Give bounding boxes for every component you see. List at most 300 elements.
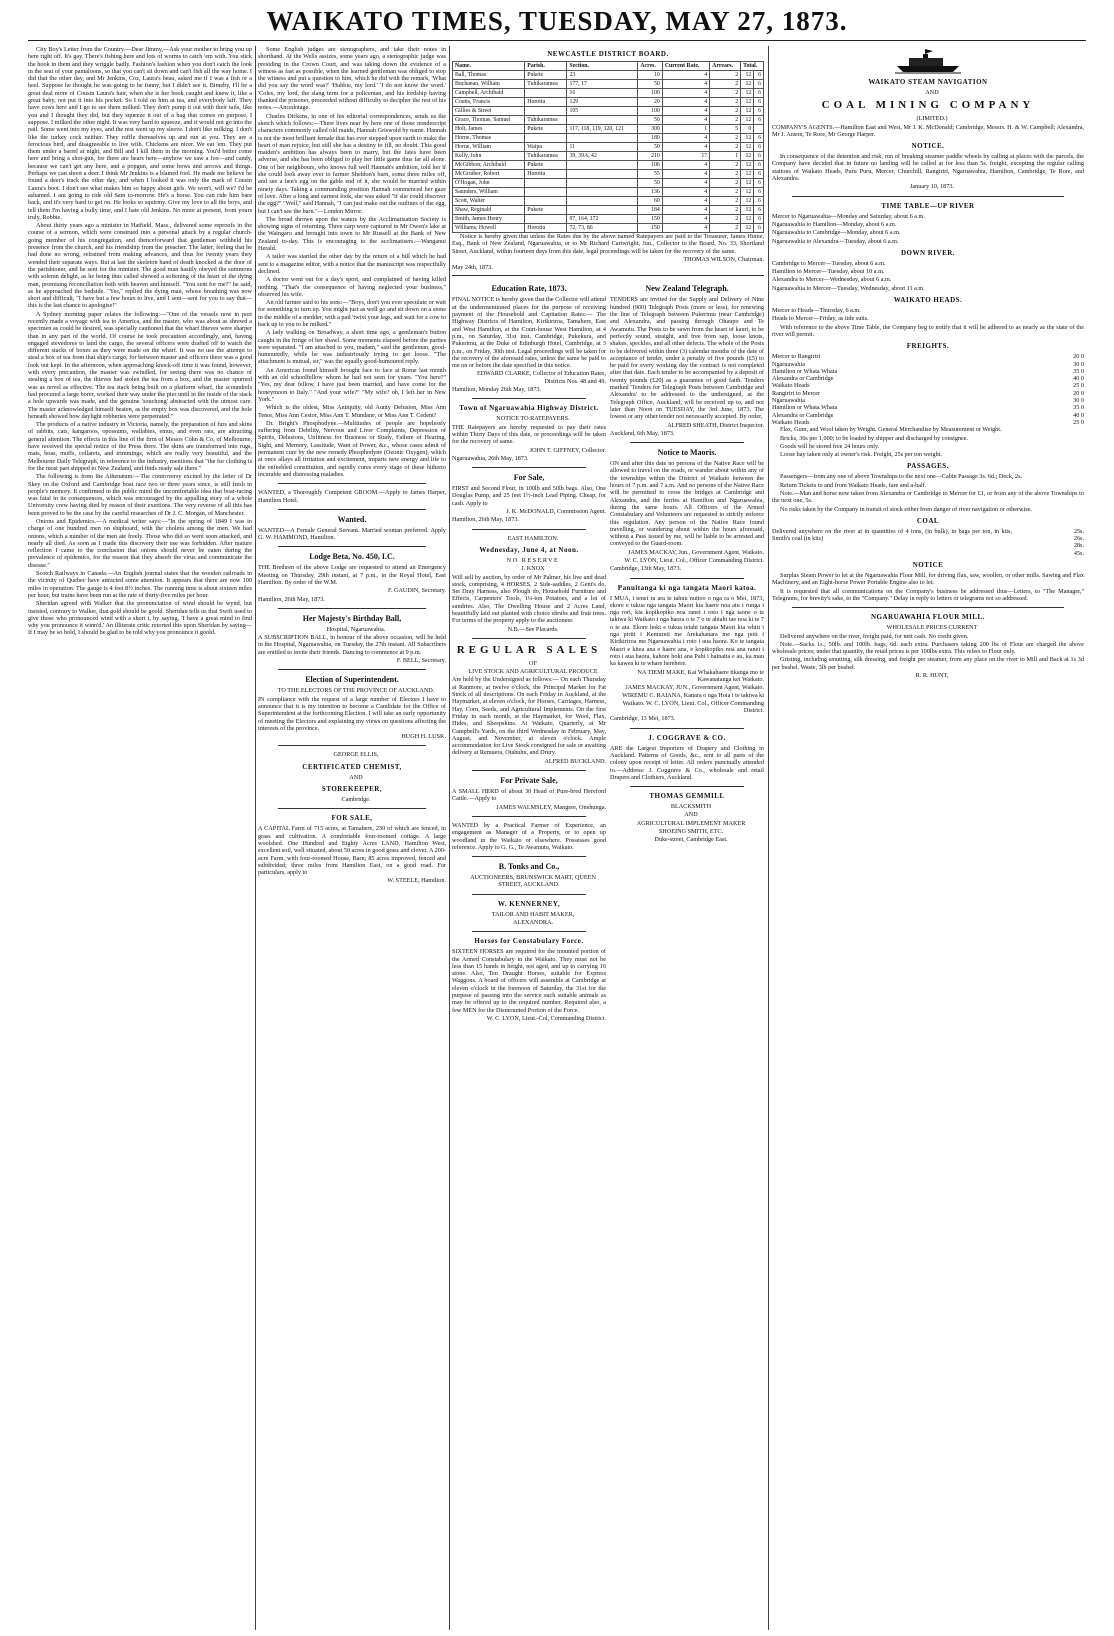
column-1 (28, 46, 252, 1630)
ad-signature: JAMES WALMSLEY, Mangere, Onehunga. (496, 803, 606, 811)
table-cell: 2 (710, 71, 741, 80)
table-cell: 117, 118, 119, 120, 121 (567, 125, 638, 134)
table-cell: 4 (662, 206, 709, 215)
divider (278, 546, 426, 547)
ad-body: IN compliance with the request of a large number of Electors I have to announce that it is my intention to become a Candidate for the Office of Superintendent at the forthcoming Election. I will take an early opportunity of meeting the Electors and explaining my views on questions affecting the interests of the province. (258, 695, 446, 732)
ad-signature: J. K. McDONALD, Commission Agent. (506, 508, 606, 516)
ad-date: Hamilton, 26th May, 1873. (452, 516, 519, 524)
article-paragraph: A Sydney morning paper relates the following:—"One of the vessels now in port recently made a voyage with tea to America, and the master, who was about as shrewd a specimen as could be desired, was specially cautioned that the wharf thieves were sharper than in any part of the world. Of course he took precaution accordingly, and, having engaged stevedores to land the cargo, the several officers were drafted off to watch the different stacks of boxes as they were made on the wharf. It was no use the attempt to steal a box of tea from that ship's cargo, for between master and officers there was a good look out kept. In the afternoon, when approaching knock-off time it was found, however, with every precaution, the master was swindled, for seeing there was no chance of stealing a box of tea, the thieves had stolen the tea from a box, and the master spurned was as novel as effective. The tea stack being built on a platform wharf, the scoundrels had procured a large borer, worked their way under the pier until in the inside of the stack a hole upwards was made, and the genuine 'souchong' abstracted with the utmost care. The master acknowledged himself beaten, as the empty box was discovered, and the hole beneath showed how daylight robberies were perpetrated." (28, 310, 252, 420)
ad-signature: F. BELL, Secretary. (396, 657, 446, 665)
ad-body: Loose hay taken only at owner's risk. Freight, 25s per ton weight. (780, 451, 942, 459)
table-cell: 4 (662, 224, 709, 233)
column-2 (258, 46, 446, 1630)
table-cell: 12 (741, 161, 754, 170)
table-cell: 11 (567, 143, 638, 152)
timetable-entry: Ngaruawahia to Hamilton—Monday, about 6 a.m. (772, 220, 897, 228)
freight-row (772, 361, 1084, 368)
ad-subheading: WHOLESALE PRICES CURRENT (886, 624, 978, 632)
ad-heading: FOR SALE, (331, 814, 373, 823)
ad-heading: New Zealand Telegraph. (645, 284, 729, 294)
table-row (453, 152, 764, 161)
ad-heading: J. COGGRAVE & CO. (648, 733, 726, 742)
ad-and: OF (529, 659, 537, 667)
table-cell: Grace, Thomas, Samuel (453, 116, 525, 125)
ad-signature: W. C. LYON, Lieut. Col., Officer Commanding District. (624, 556, 764, 564)
table-cell: 6 (754, 80, 764, 89)
table-cell: 210 (638, 152, 662, 161)
ad-subheading: LIVE STOCK AND AGRICULTURAL PRODUCE (468, 668, 598, 676)
freight-rate: 30 0 (1073, 360, 1084, 368)
divider (472, 529, 586, 530)
table-cell (525, 215, 567, 224)
table-cell: 150 (638, 215, 662, 224)
freight-route: Hamilton or Whata Whata (772, 404, 838, 412)
column-header: Arrears. (710, 62, 741, 71)
column-header: Name. (453, 62, 525, 71)
table-cell: 12 (741, 215, 754, 224)
table-row (453, 224, 764, 233)
table-cell: Campbell, Archibald (453, 89, 525, 98)
freight-rate: 40 0 (1073, 375, 1084, 383)
masthead-rule (28, 40, 1086, 41)
ad-heading: B. Tonks and Co., (498, 862, 560, 872)
table-cell: 4 (662, 107, 709, 116)
table-cell: 12 (741, 188, 754, 197)
article-paragraph: An American found himself brought face to face at Rome last month with an old schoolfellow whom he had not seen for years. "You here?" "Yes, my dear fellow, I have just been married, and have come for the honeymoon to Italy." "And your wife?" "My wife? oh, I left her in New York." (258, 366, 446, 403)
rates-table (452, 61, 764, 233)
table-row (453, 125, 764, 134)
divider (630, 578, 744, 579)
column-divider (449, 46, 450, 1630)
table-cell: 2 (710, 206, 741, 215)
table-cell: 97, 164, 172 (567, 215, 638, 224)
article-paragraph: About thirty years ago a minister in Hatfield, Mass., delivered some reproofs in the course of a sermon, which were construed into a personal attack by a regular church-going member of his congregation, and thenceforward that gentleman withheld his presence from the church, and his friendship from the preacher. The latter, feeling that he had done no wrong, refrained from making advances, and thus for twenty years they wended their separate ways. But at last the skeleton hand of death knocked at the door of the parishioner, and he sent for the minister. The good man hastily obeyed the summons with solemn delight, as he being thus called showed a softening of the heart of the dying man, promising reconciliation both with heaven and himself. "You sent for me?" he said, as he approached the bedside. "Yes," replied the dying man, whose breathing was now short and difficult, "I have but a few hours to live, and I sent—sent for you to say that—this is the last chance to apologise!" (28, 222, 252, 310)
table-cell: 100 (638, 107, 662, 116)
ad-body: Notice is hereby given that unless the Rates due by the above named Ratepayers are paid to the Treasurer, James Hume, Esq., Bank of New Zealand, Ngaruawahia, or to Mr Richard Cartwright, Jun., Collector to the Board, No. 33, Shortland Street, Auckland, within fourteen days from this date, legal proceedings will be taken for the recovery of the same. (452, 233, 764, 255)
ad-and: AND (349, 773, 363, 781)
timetable-entry: Ngaruawahia to Mercer—Tuesday, Wednesday, about 11 a.m. (772, 284, 925, 292)
table-cell: 12 (741, 179, 754, 188)
table-cell: Kelly, John (453, 152, 525, 161)
table-cell: 4 (662, 89, 709, 98)
article-paragraph: Sheridan agreed with Walker that the pronunciation of wind should be wynd, but insisted, contrary to Walker, that gold should be goold. Sheridan tells us that Swift used to give those who pronounced wind with a short i, by saying, 'I have a great mind to find why you pronounce it winn'd.' An illiterate critic retorted this upon Sheridan by saying—If I may be so bold, I should be glad to be told why you pronounce it goold. (28, 600, 252, 637)
table-cell: 12 (741, 116, 754, 125)
table-cell: Tuhikaramea (525, 116, 567, 125)
table-cell: 2 (710, 134, 741, 143)
ad-subheading: TAILOR AND HABIT MAKER, (491, 910, 575, 918)
freight-route: Waikato Heads (772, 382, 810, 390)
table-cell: 2 (710, 89, 741, 98)
freight-route: Alexandra or Cambridge (772, 411, 834, 419)
freight-route: Alexandra or Cambridge (772, 375, 834, 383)
table-cell: Pukete (525, 71, 567, 80)
table-cell: 12 (741, 197, 754, 206)
article-paragraph: A doctor went out for a day's sport, and complained of having killed nothing. "That's the consequence of having neglected your business," observed his wife. (258, 276, 446, 298)
ad-place: Duke-street, Cambridge East. (654, 836, 728, 844)
table-cell: 6 (754, 197, 764, 206)
article-paragraph: The following is from the Athenæum:—The controversy excited by the letter of Dr Skey on the Oxford and Cambridge boat race two or three years since, is still fresh in people's memory. It confirmed in the public mind the uncomfortable idea that boat-racing was fatal in its consequences, which was encouraged by the appalling story of a whole University crew having died by reason of their exertions. The very reverse of all this has been proved to be the case by the careful researches of Dr J. C. Morgan, of Manchester. (28, 473, 252, 517)
two-column-ads (452, 280, 764, 1023)
table-cell: 300 (638, 125, 662, 134)
table-cell: 2 (710, 107, 741, 116)
table-header-row (453, 62, 764, 71)
table-cell: Ball, Thomas (453, 71, 525, 80)
freights-list (772, 353, 1084, 426)
divider (278, 745, 426, 746)
timetable-entry: Ngaruawahia to Cambridge—Monday, about 6 a.m. (772, 229, 901, 237)
ad-heading: Notice to Maoris. (657, 448, 717, 458)
freight-rate: 20 0 (1073, 353, 1084, 361)
ad-heading: Panuitanga ki nga tangata Maori katoa. (617, 583, 757, 592)
ad-heading: Education Rate, 1873. (491, 284, 567, 294)
column-header: Section. (567, 62, 638, 71)
price-list (1044, 528, 1084, 557)
ad-body: Passengers—from any one of above Townships to the next one—Cabin Passage 3s. 6d.; Deck, 2s. (780, 473, 1023, 481)
timetable-entry: Hamilton to Mercer—Tuesday, about 10 a.m. (772, 268, 885, 276)
table-row (453, 107, 764, 116)
ad-heading: TIME TABLE—UP RIVER (881, 201, 975, 210)
ad-body: THE Ratepayers are hereby requested to pay their rates within Thirty Days of this date, or proceedings will be taken for the recovery of same. (452, 423, 606, 446)
ad-subheading: TO THE ELECTORS OF THE PROVINCE OF AUCKLAND. (277, 687, 435, 695)
ad-heading: PASSAGES. (907, 462, 949, 471)
ad-signature: R. R. HUNT, (915, 672, 949, 680)
ad-wanted-servant: WANTED—A Female General Servant. Married woman preferred. Apply G. W. HAMMOND, Hamilton. (258, 526, 446, 542)
table-cell: 106 (638, 161, 662, 170)
table-cell: 4 (662, 161, 709, 170)
table-cell: Tuhikaramea (525, 80, 567, 89)
article-paragraph: Dr. Bright's Phosphodyne.—Multitudes of people are hopelessly suffering from Debility, Nervous and Liver Complaints, Depression of Spirits, Delusions, Unfitness for Business or Study, Failure of Hearing, Sight, and Memory, Lassitude, Want of Power, &c., whose cases admit of permanent cure by the new remedy Phosphodyne (Ozonic Oxygen), which at once allays all irritation and excitement, imparts new energy and life to the enfeebled constitution, and rapidly cures every stage of these hitherto incurable and distressing maladies. (258, 419, 446, 478)
ad-date: Auckland, 6th May, 1873. (610, 429, 675, 437)
table-cell: 6 (754, 179, 764, 188)
table-cell: Shaw, Reginald (453, 206, 525, 215)
ad-heading: FREIGHTS. (906, 342, 950, 351)
table-cell: 105 (567, 107, 638, 116)
ad-body: A CAPITAL Farm of 715 acres, at Tamahere, 230 of which are fenced, in grass and cultivation. A comfortable four-roomed cottage. A large woolshed. One Hundred and Eighty Acres LAND, Hamilton West, excellent soil, well situated, about 50 acres in good grass and clover. A 200-acre Farm, with four-roomed House, Barn; 85 acres improved, fenced and subdivided; three miles from Hamilton East, on a good road. For particulars, apply to (258, 825, 446, 877)
table-cell: 50 (638, 143, 662, 152)
column-3 (452, 46, 764, 1630)
ad-heading: NOTICE. (911, 142, 945, 151)
company-name: WAIKATO STEAM NAVIGATION (868, 78, 988, 86)
table-cell: 2 (710, 197, 741, 206)
ad-body: Note.—Sacks 1s.; 50lb. and 100lb. bags, 6d. each extra. Purchasers taking 200 lbs of Flour are charged the above wholesale prices; under that quantity, the retail prices is per 100lbs extra. This refers to Flour only. (772, 640, 1084, 656)
table-cell: Buchanan, William (453, 80, 525, 89)
ad-body: Delivered anywhere on the river, freight paid, for nett cash. No credit given. (780, 632, 969, 640)
freight-row (772, 368, 1084, 375)
steamship-icon (893, 48, 963, 74)
table-cell: Tuhikaramea (525, 152, 567, 161)
table-cell: 4 (662, 98, 709, 107)
table-cell: 39, 39A, 42 (567, 152, 638, 161)
ad-heading: WAIKATO HEADS. (893, 296, 963, 305)
table-cell: 2 (710, 143, 741, 152)
ad-heading: NGARUAWAHIA FLOUR MILL. (871, 613, 985, 622)
ad-signature: F. GAUDIN, Secretary. (387, 587, 446, 595)
rates-table-body (453, 71, 764, 233)
table-cell: 12 (741, 143, 754, 152)
divider (792, 607, 1064, 608)
table-cell: 4 (662, 170, 709, 179)
timetable-entry: Mercer to Ngaruawahia—Monday and Saturday, about 6 a.m. (772, 212, 925, 220)
ad-date: Hamilton, 26th May, 1873. (258, 595, 325, 603)
table-cell: Horne, Thomas (453, 134, 525, 143)
table-cell: 12 (741, 71, 754, 80)
article-paragraph: The products of a native industry in Victoria, namely, the preparation of furs and skins of rabbits, cats, kangaroos, opossums, wallabies, emus, and even rats, are attracting general attention. The effects in this line of the firm of Messrs Cohn & Co, of Melbourne, have received the special notice of the Press there. The skins are transformed into rugs, mats, boas, muffs, collarets, and trimmings, which are really very beautiful, and the Melbourne Daily Telegraph, in reference to the industry, mentions that "the fur clothing is for the most part shipped to New Zealand, and finds ready sale there." (28, 421, 252, 472)
divider (472, 770, 586, 771)
table-cell: 100 (638, 89, 662, 98)
table-cell: 60 (638, 197, 662, 206)
table-cell: 12 (741, 80, 754, 89)
column-divider (768, 46, 769, 1630)
ad-signature: WIREMU C. RAIANA, Kanara o nga Hoia i te takiwa ki Waikato. W. C. LYON, Lieut. Col., Officer Commanding District. (622, 692, 764, 715)
ad-body: Are held by the Undersigned as follows:— On each Thursday at Ranmore, at twelve o'clock, the Principal Market for Fat Stock of all descriptions. On each Friday in Auckland, at the Haymarket, at eleven o'clock, for Horses, Carriages, Harness, Hay, Corn, Seeds, and Agricultural Implements. On the first Friday in each month, at the Haymarket, for Wool, Flax, Hides, and Sheepskins. At Waikato, Quarterly, at Mr Campbell's Yards, on the third Wednesday in February, May, August, and November, at eleven o'clock. Ample accommodation for Live Stock consigned for sale or awaiting delivery at Remuera, Otahuhu, and Drury. (452, 676, 606, 757)
ad-name: J. KNOX (521, 565, 545, 573)
divider (278, 608, 426, 609)
freight-row (772, 390, 1084, 397)
table-cell: 6 (754, 188, 764, 197)
table-cell: 12 (741, 170, 754, 179)
table-row (453, 116, 764, 125)
article-paragraph: The broad thrown upon the waters by the Acclimatisation Society is showing signs of returning. Three carp were captured in Mr Owen's lake at the Waingaro and brought into town to Mr Russell at the Bank of New Zealand to-day. This is encouraging to the acclimatisers.—Wanganui Herald. (258, 215, 446, 253)
ad-body: Surplus Steam Power to let at the Ngaruawahia Flour Mill, for driving flax, saw, woollen, or other mills. Sawing and Flax Machinery, and an Eight-horse Power Portable Engine also to let. (772, 572, 1084, 587)
table-cell: 4 (662, 134, 709, 143)
table-cell (525, 197, 567, 206)
ads-right (610, 280, 764, 1023)
ad-wanted-groom: WANTED, a Thoroughly Competent GROOM.—Apply to James Harper, Hamilton Hotel. (258, 489, 446, 504)
table-cell: 6 (754, 206, 764, 215)
table-cell: 1 (710, 152, 741, 161)
price: 25s. (1073, 527, 1084, 535)
ad-heading: Wanted. (337, 514, 367, 524)
ad-heading: Her Majesty's Birthday Ball, (302, 613, 402, 623)
table-cell: McGruther, Robert (453, 170, 525, 179)
table-cell: 12 (741, 98, 754, 107)
timetable-entry: Heads to Mercer—Friday, as tide suits. (772, 315, 869, 323)
table-cell: 12 (741, 107, 754, 116)
divider (472, 467, 586, 468)
freight-route: Ngaruawahia (772, 397, 805, 405)
table-cell: 23 (567, 71, 638, 80)
ad-body: Goods will be stored free 24 hours only. (780, 442, 880, 450)
divider (278, 669, 426, 670)
table-cell: 12 (741, 152, 754, 161)
table-cell: 17 (662, 152, 709, 161)
table-row (453, 206, 764, 215)
freight-row (772, 404, 1084, 411)
divider (472, 816, 586, 817)
divider (630, 442, 744, 443)
timetable-entry: Mercer to Heads—Thursday, 6 a.m. (772, 307, 861, 315)
freight-row (772, 382, 1084, 389)
ad-heading: CERTIFICATED CHEMIST, (302, 762, 402, 771)
table-cell: 55 (638, 170, 662, 179)
table-cell: 16 (567, 89, 638, 98)
ad-signature: W. STEELE, Hamilton. (387, 877, 446, 885)
table-cell (567, 188, 638, 197)
table-row (453, 215, 764, 224)
table-row (453, 161, 764, 170)
ad-body: Note.—Man and horse now taken from Alexandra or Cambridge to Mercer for £1, or from any of the above Townships to the next one, 5s. (772, 489, 1084, 505)
ad-signature: JOHN T. GIFFNEY, Collector. (529, 446, 606, 454)
freight-route: Hamilton or Whata Whata (772, 367, 838, 375)
article-paragraph: Charles Dickens, in one of his editorial correspondences, sends us the sketch which follows:—There lives near by here one of those nondescript characters commonly called old maids, Hannah Griswold by name. Hannah is not the most brilliant female that has ever stepped upon earth to make the heart of man rejoice, but still she has a destiny to fill, no doubt. This good maiden's ambition has always been to marry, but the fates have been adverse, and she has been obliged to play her little game thus far all alone. One of her neighbours, who knows full well Hannah's ambition, told her if she could look away over to farmer Sheldon's barn, some three miles off, and see a hen's egg on the gable end of it, she would be married within ninety days. Taking a commanding position Hannah commenced her gaze of love. After a long and earnest look, she was asked "if she could discover the egg?" "Well," said Hannah, "I can just make out the outlines of the egg, but I can't see the barn."—London Mirror. (258, 112, 446, 215)
ad-body: THE Brethren of the above Lodge are requested to attend an Emergency Meeting on Thursday, 29th instant, at 7 p.m., in the Royal Hotel, East Hamilton. By order of the W.M. (258, 564, 446, 586)
table-row (453, 89, 764, 98)
column-divider (255, 46, 256, 1630)
ad-date: Hamilton, Monday 26th May, 1873. (452, 386, 542, 394)
divider (472, 931, 586, 932)
table-cell: 6 (754, 134, 764, 143)
ad-and: AND (684, 811, 698, 819)
ad-signature: HUGH H. LUSK. (401, 733, 446, 741)
freight-route: Ngaruawahia (772, 360, 805, 368)
table-cell: 12 (741, 134, 754, 143)
table-row (453, 98, 764, 107)
table-cell: 50 (638, 80, 662, 89)
table-cell: 6 (754, 107, 764, 116)
freight-row (772, 419, 1084, 426)
ad-signature: N.B.—See Placards. (507, 625, 559, 633)
ad-body: Return Tickets to and from Waikato Heads, fare and a-half. (780, 481, 927, 489)
table-cell (525, 89, 567, 98)
article-paragraph: A lady walking on Broadway, a short time ago, a gentleman's button caught in the fringe of her shawl. Some moments elapsed before the parties were separated. "I am attached to you, madam," said the gentleman, good-humouredly, while he was industriously trying to get loose. "The attachment is mutual, sir," was the equally good-humoured reply. (258, 329, 446, 366)
timetable-entry: Alexandra to Mercer—Wednesday, about 6 a.m. (772, 276, 892, 284)
ad-heading: Horses for Constabulary Force. (474, 937, 584, 946)
table-cell (567, 170, 638, 179)
ad-heading: COAL (916, 516, 940, 525)
table-cell: 1 (662, 125, 709, 134)
table-cell: Gillies & Street (453, 107, 525, 116)
price: 45s. (1073, 549, 1084, 557)
ad-body: No risks taken by the Company in transit of stock either from danger of river navigation or otherwise. (780, 505, 1032, 513)
ad-heading: THOMAS GEMMILL (649, 792, 725, 801)
table-cell: Horotiu (525, 224, 567, 233)
ad-signature: NA TIEMI MAKE, Kai Whakahaere tikanga mo te Kawanatanga kei Waikato. (637, 668, 764, 683)
table-cell: 4 (662, 116, 709, 125)
table-cell: 2 (710, 179, 741, 188)
ad-date: Cambridge, 13th May, 1873. (610, 565, 682, 573)
timetable-entry: Cambridge to Mercer—Tuesday, about 6 a.m. (772, 259, 886, 267)
table-cell: 6 (754, 215, 764, 224)
freight-rate: 30 0 (1073, 397, 1084, 405)
table-cell: 2 (710, 161, 741, 170)
ad-body: TENDERS are invited for the Supply and Delivery of Nine hundred (900) Telegraph Posts (more or less), for renewing the line of Telegraph between Pukerimu (near Cambridge) and Alexandra, and passing through Ohaupo and Te Awamutu. The Posts to be sawn from the heart of kauri, to be perfectly sound, straight, and free from sap, loose knots, shakes, speckles, and all other defects. The whole of the Posts to be delivered within three (3) calendar months of the date of acceptance of tender, under a penalty of five pounds (£5) to be paid for every working day the contract is not completed after that date. Each tender to be accompanied by a deposit of twenty pounds (£20) as a guarantee of good faith. Tenders marked 'Tenders for Telegraph Posts between Cambridge and Alexandra' to be addressed to the undersigned, at the Telegraph Office, Auckland, will be received up to, and not later than Noon on TUESDAY, the 3rd June, 1873. The lowest or any other tender not necessarily accepted. By order, (610, 296, 764, 421)
table-cell: 5 (710, 125, 741, 134)
table-cell: Waipa (525, 143, 567, 152)
ad-subheading: NOTICE TO RATEPAYERS. (496, 415, 570, 423)
ad-heading: REGULAR SALES (456, 643, 602, 656)
ad-place: ALEXANDRA. (512, 919, 554, 926)
table-cell (754, 125, 764, 134)
ad-date: Cambridge, 13 Mei, 1873. (610, 715, 676, 723)
ad-heading: NOTICE (912, 561, 944, 570)
divider (472, 638, 586, 639)
table-cell: 0 (741, 125, 754, 134)
ad-subheading: Hospital, Ngaruawahia. (326, 625, 386, 633)
freight-rate: 35 0 (1073, 404, 1084, 412)
ad-signature: ALFRED SHEATH, District Inspector. (667, 421, 764, 429)
table-cell: Saunders, William (453, 188, 525, 197)
ad-heading: Wednesday, June 4, at Noon. (479, 545, 579, 554)
table-cell: 2 (710, 215, 741, 224)
company-limited: (LIMITED.) (916, 115, 948, 123)
freight-route: Rangiriri to Mercer (772, 389, 821, 397)
table-cell: 12 (741, 224, 754, 233)
ads-left (452, 280, 606, 1023)
ad-body: ON and after this date no persons of the Native Race will be allowed to travel on the roads, or wander about within any of the townships within the District of Waikato between the hours of 7 p.m. and 7 a.m. And no persons of the Native Race will be permitted to cross the bridges at Cambridge and Alexandra, and the ferries at Hamilton and Ngaruawahia, during the same hours. All Officers of the Armed Constabulary and Volunteers are requested to strictly enforce this regulation. Any person of the Native Race found travelling, or wandering about within the hours aforesaid, without a Pass issued by me, will be liable to be arrested and conveyed to the Guard-room. (610, 460, 764, 548)
table-row (453, 170, 764, 179)
divider (630, 728, 744, 729)
table-cell: McGibbon, Archibald (453, 161, 525, 170)
divider (452, 275, 764, 276)
divider (472, 398, 586, 399)
section-heading: NEWCASTLE DISTRICT BOARD. (547, 50, 669, 58)
ad-subheading: EAST HAMILTON. (507, 534, 559, 542)
freight-rate: 40 0 (1073, 411, 1084, 419)
article-paragraph: Which is the oldest, Miss Antiquity, old Aunty Delusion, Miss Ann Tenor, Miss Ann Cestor, Miss Ann T. Mundane, or Miss Ann T. Cedent? (258, 404, 446, 419)
table-cell (525, 107, 567, 116)
table-cell: 20 (638, 98, 662, 107)
ad-signature: W. C. LYON, Lieut.-Col, Commanding District. (486, 1014, 606, 1022)
table-cell: 72, 73, 86 (567, 224, 638, 233)
article-paragraph: A tailor was startled the other day by the return of a bill which he had sent to a magazine editor, with a notice that the manuscript was respectfully declined. (258, 253, 446, 275)
ad-heading: DOWN RIVER. (900, 248, 956, 257)
ad-body: A SUBSCRIPTION BALL, in honour of the above occasion, will be held in the Hospital, Ngaruawahia, on Tuesday, the 27th instant. All Subscribers are entitled to invite their friends. Dancing to commence at 9 p.m. (258, 634, 446, 656)
ad-subheading: AGRICULTURAL IMPLEMENT MAKER (636, 819, 746, 827)
table-row (453, 197, 764, 206)
table-cell: 6 (754, 71, 764, 80)
table-row (453, 71, 764, 80)
ad-date: Ngaruawahia, 26th May, 1873. (452, 454, 529, 462)
price: 26s. (1073, 535, 1084, 543)
ad-heading: W. KENNERNEY, (497, 899, 561, 908)
article-paragraph: Onions and Epidemics.—A medical writer says:—"In the spring of 1849 I was in charge of one hundred men on shipboard, with the cholera among the men. We had onions, which a number of the men ate freely. Those who did so were soon attacked, and nearly all died. As soon as I made this discovery their use was forbidden. After mature reflection I came to the conclusion that onions should never be eaten during the prevalence of epidemics, for the reason that they absorb the virus and communicate the disease." (28, 518, 252, 569)
column-header: Acres. (638, 62, 662, 71)
freight-rate: 25 0 (1073, 382, 1084, 390)
column-header: Parish. (525, 62, 567, 71)
table-cell: 2 (710, 80, 741, 89)
article-paragraph: Some English judges are stenographers, and take their notes in shorthand. At the Wells assizes, some years ago, a stenographic judge was presiding in the Crown Court, and was taking down the evidence of a witness as fast as possible, when the learned gentleman was obliged to stop the witness and put a question to him, which he did with the remark, 'What did you say the word was?' 'Hubbie, my lord.' 'I do not know the word.' 'Coles, my lord, the slang term for a policeman, and his lordship having thanked the prisoner, proceeded without difficulty to decipher the rest of his notes.—Ancedotage. (258, 46, 446, 112)
freight-route: Mercer to Rangiriri (772, 353, 821, 361)
freight-row (772, 397, 1084, 404)
table-cell: 129 (567, 98, 638, 107)
table-cell: 4 (662, 215, 709, 224)
freight-row (772, 412, 1084, 419)
ad-body: It is requested that all communications on the Company's business be addressed thus—Letters, to "The Manager," Telegrams, for brevity's sake, to the "Company." Delay in reply to letters or telegrams not so addressed. (772, 587, 1084, 602)
divider (630, 786, 744, 787)
article-paragraph: City Boy's Letter from the Country.—Dear Jimmy,—Ask your mother to bring you up here right off. It's gay. There's fishing here and lots of worms to catch 'em with. You stick the hook in them and they wriggle badly. Fashion's fashion when you don't catch the look in the seat of your pantaloons, so that you can't sit down and can't fish all the way home. I did that the other day, and Mr Jenkins, Coz, Laura's beau, asked me if I was a fish or a heel. Suppose he thought he was going to be funny, but I didn't see it. Bimeby, I'll be a great deal more of Cousin Laura's hair, when she is her book caught and knew it, like a great baby, not put it into his pocket. So I told on him at tea, and everybody laff. They have cows here and I go to see them milked. They don't pump it out with their tails, like you and I thought they did, but they squeeze it out of a bag that comes on purpose, I suppose. I milked the other night. It was very hard to squeeze, and it would not go into the pail. Some went into my eyes, and the rest went up my sleeve. I don't like milking. I don't like the turkey cock neither. They ruffle themselves up and run at you. They are a ferocious bird, and disagreeable to live with. Chickens are nicer. We eat 'em. They put them under a barrel at night, and Bill and I kill them in the morning. You'd better come here and bring a shot-gun, for there are bears here—anyhow we saw a fox—and candy, because we can't get any here, and a popgun, and some bows and arrows and things. Perhaps we can shoot a deer. I think Mr Jenkins is a blamed fool. He made me believe he found a deer's track the other day, and when I looked it was only the mark of Cousin Laura's boot. I don't see what makes him so happy about girls. We won't, will we? I'd be ashamed. I am going to ride old Sam to-morrow. He's a horse. You can ride him bare back, and it's very hard to get on. He looks so squirmy. Give my love to all the boys, and tell them I'm having a bully time, and I hate old Jenkins. No more at present, from yours truly, Robbie. (28, 46, 252, 221)
table-cell: 2 (710, 116, 741, 125)
ad-body: Gristing, including smutting, silk dressing, and freight per steamer, from any place on the river to Mill and Back at 1s 3d per bushel. Waste, 3lb per bushel. (772, 656, 1084, 671)
table-cell (567, 206, 638, 215)
table-cell: 6 (754, 89, 764, 98)
company-name: COAL MINING COMPANY (821, 99, 1035, 112)
table-cell: 177, 17 (567, 80, 638, 89)
table-cell: Pukete (525, 125, 567, 134)
ad-signature: EDWARD CLARKE, Collector of Education Rates, Districts Nos. 48 and 49. (476, 370, 606, 385)
article-paragraph: An old farmer said to his sons:—"Boys, don't you ever speculate or wait for something to turn up. You might just as well go and sit down on a stone in the middle of a medder, with a pail 'twixt your legs, and wait for a cow to back up to you to be milked." (258, 299, 446, 328)
table-cell: 4 (662, 71, 709, 80)
table-cell: 150 (638, 224, 662, 233)
ad-heading: For Private Sale, (500, 776, 558, 786)
column-4 (772, 46, 1084, 1630)
table-cell: 6 (754, 224, 764, 233)
freight-rate: 35 0 (1073, 367, 1084, 375)
table-cell: 4 (662, 143, 709, 152)
price: 28s. (1073, 542, 1084, 550)
table-cell: 6 (754, 170, 764, 179)
masthead-title: WAIKATO TIMES, TUESDAY, MAY 27, 1873. (266, 6, 848, 36)
table-cell (567, 197, 638, 206)
